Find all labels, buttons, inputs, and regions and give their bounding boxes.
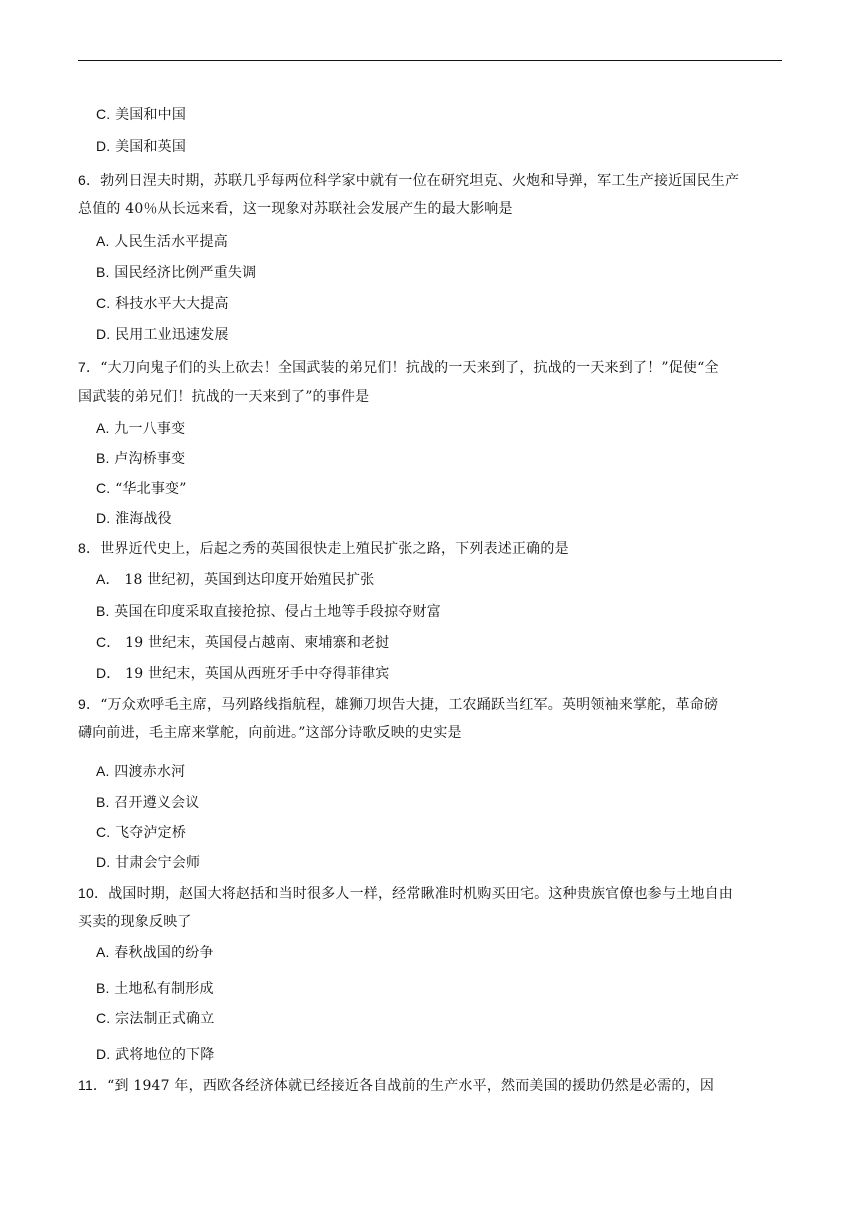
question-6-option-b: B. 国民经济比例严重失调 (96, 264, 257, 281)
question-9-option-a: A. 四渡赤水河 (96, 763, 186, 780)
question-11-stem: 11．“到 1947 年，西欧各经济体就已经接近各自战前的生产水平，然而美国的援助仍然是必需的，因 (78, 1077, 715, 1094)
question-7-stem: 7．“大刀向鬼子们的头上砍去！全国武装的弟兄们！抗战的一天来到了，抗战的一天来到了！”促使“全 (78, 359, 719, 376)
question-9-option-d: D. 甘肃会宁会师 (96, 854, 201, 871)
question-10-stem-cont: 买卖的现象反映了 (78, 914, 192, 930)
question-9-option-b: B. 召开遵义会议 (96, 794, 200, 811)
question-6-option-d: D. 民用工业迅速发展 (96, 326, 229, 343)
question-8-option-d: D． 19 世纪末，英国从西班牙手中夺得菲律宾 (96, 665, 390, 682)
question-9-stem-cont: 礴向前进，毛主席来掌舵，向前进。”这部分诗歌反映的史实是 (78, 725, 462, 741)
question-7-option-c: C. “华北事变” (96, 480, 187, 497)
header-rule (78, 60, 782, 61)
question-6-option-c: C. 科技水平大大提高 (96, 295, 229, 312)
question-9-stem: 9．“万众欢呼毛主席，马列路线指航程，雄狮刀坝告大捷，工农踊跃当红军。英明领袖来掌舵，革命磅 (78, 696, 719, 713)
question-10-option-c: C. 宗法制正式确立 (96, 1010, 215, 1027)
question-10-stem: 10．战国时期，赵国大将赵括和当时很多人一样，经常瞅准时机购买田宅。这种贵族官僚也参与土地自由 (78, 885, 733, 902)
question-7-stem-cont: 国武装的弟兄们！抗战的一天来到了”的事件是 (78, 389, 370, 405)
option-c: C. 美国和中国 (96, 106, 187, 123)
question-8-stem: 8．世界近代史上，后起之秀的英国很快走上殖民扩张之路，下列表述正确的是 (78, 540, 569, 557)
question-6-option-a: A. 人民生活水平提高 (96, 233, 228, 250)
question-7-option-b: B. 卢沟桥事变 (96, 450, 186, 467)
question-7-option-a: A. 九一八事变 (96, 420, 186, 437)
question-10-option-d: D. 武将地位的下降 (96, 1046, 215, 1063)
question-9-option-c: C. 飞夺泸定桥 (96, 824, 187, 841)
option-d: D. 美国和英国 (96, 138, 187, 155)
question-8-option-c: C． 19 世纪末，英国侵占越南、柬埔寨和老挝 (96, 634, 390, 651)
question-7-option-d: D. 淮海战役 (96, 510, 172, 527)
question-10-option-b: B. 土地私有制形成 (96, 980, 214, 997)
question-8-option-a: A． 18 世纪初，英国到达印度开始殖民扩张 (96, 571, 375, 588)
question-8-option-b: B. 英国在印度采取直接抢掠、侵占土地等手段掠夺财富 (96, 603, 441, 620)
question-10-option-a: A. 春秋战国的纷争 (96, 944, 214, 961)
question-6-stem-cont: 总值的 40％从长远来看，这一现象对苏联社会发展产生的最大影响是 (78, 201, 513, 217)
question-6-stem: 6．勃列日涅夫时期，苏联几乎每两位科学家中就有一位在研究坦克、火炮和导弹，军工生产接近国民生产 (78, 172, 740, 189)
